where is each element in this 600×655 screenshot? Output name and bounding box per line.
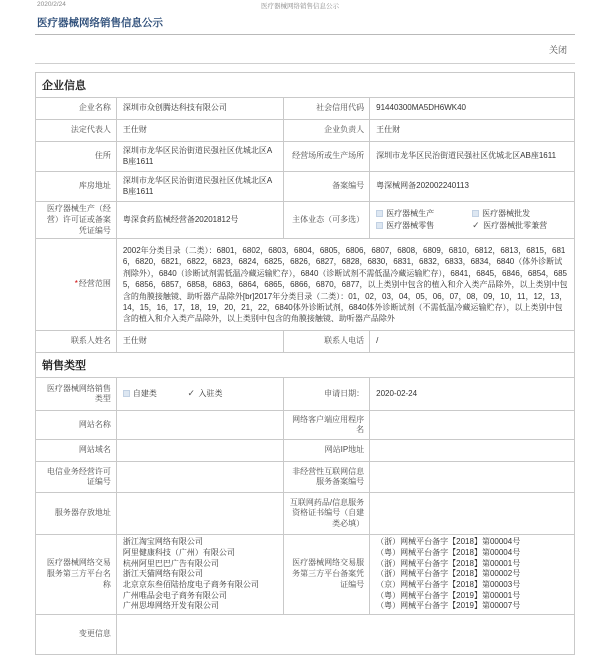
legal-rep-label: 法定代表人 [36,120,117,142]
company-name-value: 深圳市众创腾达科技有限公司 [116,98,283,120]
non-commercial-record-value [370,462,575,493]
website-name-label: 网站名称 [36,411,117,440]
contact-phone-value: / [370,331,575,353]
checkbox-device-retail[interactable] [376,220,472,232]
contact-name-label: 联系人姓名 [36,331,117,353]
server-address-label: 服务器存放地址 [36,493,117,535]
page-title: 医疗器械网络销售信息公示 [35,12,575,35]
table-row [36,378,575,411]
drug-cert-value [370,493,575,535]
checkbox-label: 医疗器械零售 [386,221,435,231]
table-row [36,614,575,654]
scope-label: *经营范围 [36,239,117,331]
drug-cert-label: 互联网药品/信息服务资格证书编号（自建类必填） [283,493,369,535]
checkbox-label: 入驻类 [198,389,223,399]
license-value: 粤深食药监械经营备20201812号 [116,202,283,239]
contact-name-value: 王仕财 [116,331,283,353]
person-in-charge-value: 王仕财 [370,120,575,142]
checkbox-device-production[interactable] [376,208,472,220]
telecom-license-label: 电信业务经营许可证编号 [36,462,117,493]
ip-label: 网站IP地址 [283,440,369,462]
address-value: 深圳市龙华区民治街道民强社区优城北区AB座1611 [116,142,283,172]
sale-type-options [116,378,283,411]
ip-value [370,440,575,462]
platform-name-list: 浙江淘宝网络有限公司 阿里健康科技（广州）有限公司 杭州阿里巴巴广告有限公司 浙江天猫网络有限公司 北京京东叁佰陆拾度电子商务有限公司 广州唯品会电子商务有限公司 广州思埠网络开发有限公司 [116,535,283,614]
table-row [36,535,575,614]
checkbox-unchecked-icon [123,390,130,397]
license-label: 医疗器械生产（经营）许可证或备案凭证编号 [36,202,117,239]
scope-value: 2002年分类目录（二类）：6801，6802，6803，6804，6805，6806，6807，6808，6809，6810，6812，6813，6815，6816，6820，6821，6822，6823，6824，6825，6826，6827，6828，6830，6831，6832，6833，6834，6840（体外诊断试剂除外），6840（诊断试剂需低温冷藏运输贮存），6840（诊断试剂不需低温冷藏运输贮存），6841，6845，6846，6854，6855，6856，6857，6858，6863，6864，6865，6866，6870，6877，以上类别中包含的植入和介入类产品除外，以上类别中包含的角膜接触镜、助听器产品除外[br]2017年分类目录（二类）：01，02，03，04，05，06，07，08，09，10，11，12，13，14，15，16，17，18，19，20，21，22，6840体外诊断试剂，6840体外诊断试剂（不需低温冷藏运输贮存），以上类别中包含的植入和介入类产品除外，以上类别中包含的角膜接触镜、助听器产品除外 [116,239,574,331]
page-content [0,10,600,655]
platform-name-label: 医疗器械网络交易服务第三方平台名称 [36,535,117,614]
checkbox-unchecked-icon [472,210,479,217]
credit-code-value: 91440300MA5DH6WK40 [370,98,575,120]
warehouse-value: 深圳市龙华区民治街道民强社区优城北区AB座1611 [116,172,283,202]
checkbox-platform-entry[interactable] [188,388,253,400]
non-commercial-record-label: 非经营性互联网信息服务备案编号 [283,462,369,493]
section-sales-type: 销售类型 [36,353,575,378]
checkbox-label: 医疗器械批零兼营 [483,221,548,231]
checkbox-label: 自建类 [132,389,157,399]
domain-label: 网站域名 [36,440,117,462]
client-app-label: 网络客户端应用程序名 [283,411,369,440]
server-address-value [116,493,283,535]
close-button[interactable]: 关闭 [548,45,567,55]
address-label: 住所 [36,142,117,172]
checkbox-device-wholesale-retail[interactable] [472,220,568,232]
close-bar [35,35,575,64]
platform-cert-label: 医疗器械网络交易服务第三方平台备案凭证编号 [283,535,369,614]
table-row [36,440,575,462]
business-mode-label: 主体业态（可多选） [283,202,369,239]
warehouse-label: 库房地址 [36,172,117,202]
change-info-label: 变更信息 [36,614,117,654]
section-enterprise-info: 企业信息 [36,73,575,98]
legal-rep-value: 王仕财 [116,120,283,142]
print-doc-title: 医疗器械网络销售信息公示 [261,3,339,10]
record-no-value: 粤深械网备202002240113 [370,172,575,202]
table-row [36,202,575,239]
table-row [36,331,575,353]
checkbox-device-wholesale[interactable] [472,208,568,220]
checkbox-self-built[interactable] [123,388,188,400]
checkbox-label: 医疗器械生产 [386,209,435,219]
client-app-value [370,411,575,440]
checkbox-unchecked-icon [376,210,383,217]
business-site-value: 深圳市龙华区民治街道民强社区优城北区AB座1611 [370,142,575,172]
change-info-value [116,614,574,654]
telecom-license-value [116,462,283,493]
table-row [36,411,575,440]
info-table [35,72,575,655]
checkbox-label: 医疗器械批发 [482,209,531,219]
print-date: 2020/2/24 [37,1,66,8]
platform-cert-list: （浙）网械平台备字【2018】第00004号 （粤）网械平台备字【2018】第00004号 （浙）网械平台备字【2018】第00001号 （浙）网械平台备字【2018】第00002号 （京）网械平台备字【2018】第00003号 （粤）网械平台备字【2019】第00001号 （粤）网械平台备字【2019】第00007号 [370,535,575,614]
checkmark-icon: ✓ [187,388,196,399]
checkmark-icon: ✓ [472,220,480,231]
apply-date-value: 2020-02-24 [370,378,575,411]
table-row [36,493,575,535]
company-name-label: 企业名称 [36,98,117,120]
website-name-value [116,411,283,440]
apply-date-label: 申请日期： [283,378,369,411]
browser-print-header [0,0,600,10]
domain-value [116,440,283,462]
table-row [36,98,575,120]
record-no-label: 备案编号 [283,172,369,202]
business-mode-options [370,202,575,239]
required-asterisk: * [74,279,78,289]
table-row [36,462,575,493]
table-row [36,120,575,142]
sale-type-label: 医疗器械网络销售类型 [36,378,117,411]
table-row [36,239,575,331]
credit-code-label: 社会信用代码 [283,98,369,120]
checkbox-unchecked-icon [376,222,383,229]
table-row [36,172,575,202]
table-row [36,142,575,172]
business-site-label: 经营场所或生产场所 [283,142,369,172]
person-in-charge-label: 企业负责人 [283,120,369,142]
contact-phone-label: 联系人电话 [283,331,369,353]
